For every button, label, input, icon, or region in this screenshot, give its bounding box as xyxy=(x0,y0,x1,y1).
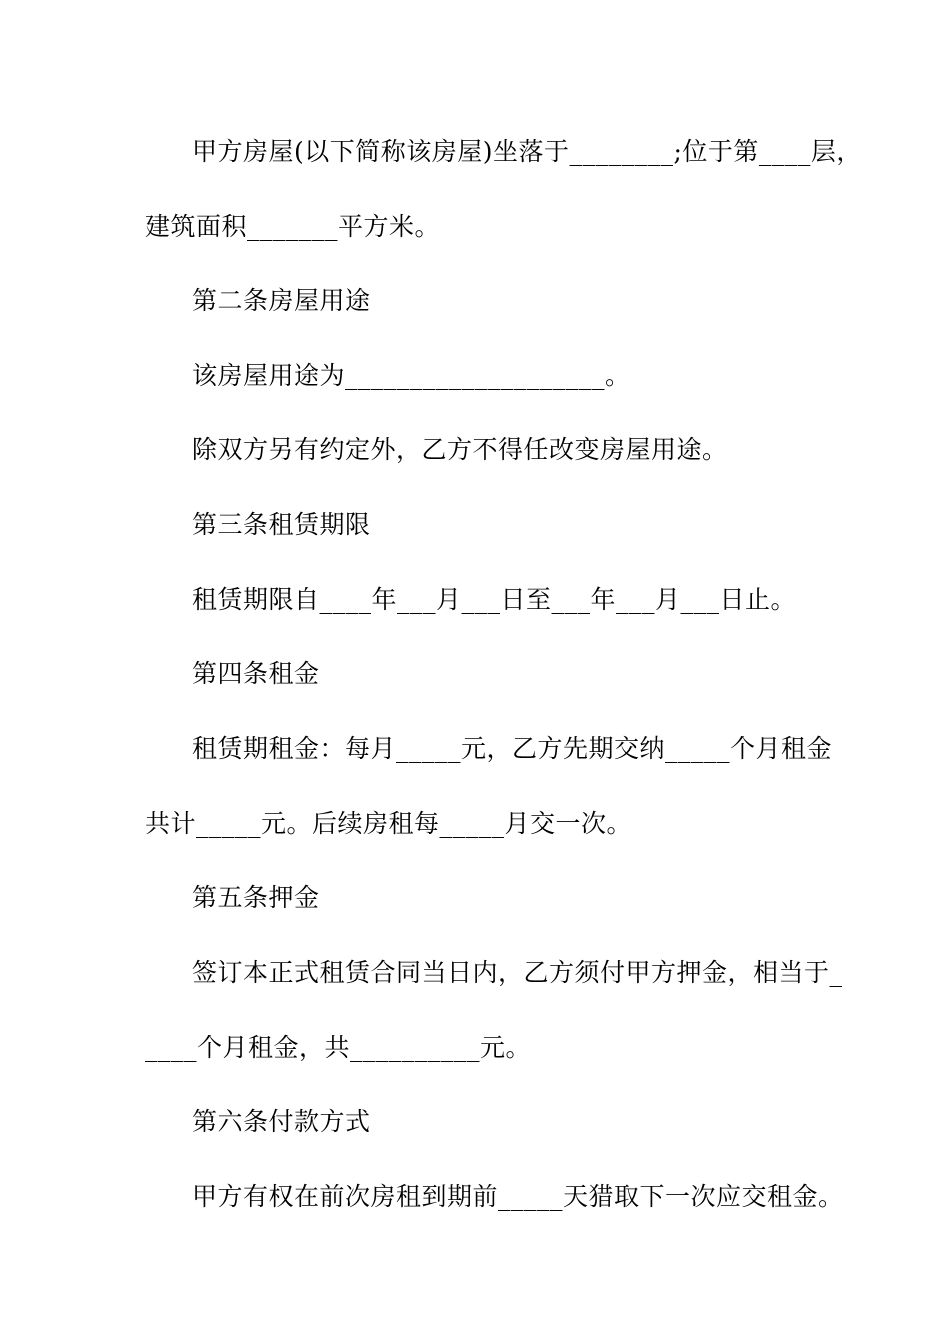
paragraph-line: 该房屋用途为____________________。 xyxy=(192,361,631,390)
section-heading: 第五条押金 xyxy=(192,883,320,912)
paragraph-line: 签订本正式租赁合同当日内，乙方须付甲方押金，相当于_ xyxy=(192,958,843,987)
paragraph-line: 共计_____元。后续房租每_____月交一次。 xyxy=(145,809,633,838)
paragraph-line: 租赁期租金：每月_____元，乙方先期交纳_____个月租金 xyxy=(192,734,833,763)
paragraph-line: 甲方房屋(以下简称该房屋)坐落于________;位于第____层， xyxy=(192,137,862,166)
paragraph-line: ____个月租金，共__________元。 xyxy=(145,1033,532,1062)
paragraph-line: 建筑面积_______平方米。 xyxy=(145,212,441,241)
paragraph-line: 除双方另有约定外，乙方不得任改变房屋用途。 xyxy=(192,435,728,464)
paragraph-line: 租赁期限自____年___月___日至___年___月___日止。 xyxy=(192,585,797,614)
section-heading: 第二条房屋用途 xyxy=(192,286,371,315)
section-heading: 第六条付款方式 xyxy=(192,1107,371,1136)
paragraph-line: 甲方有权在前次房租到期前_____天猎取下一次应交租金。 xyxy=(192,1182,844,1211)
section-heading: 第四条租金 xyxy=(192,659,320,688)
section-heading: 第三条租赁期限 xyxy=(192,510,371,539)
